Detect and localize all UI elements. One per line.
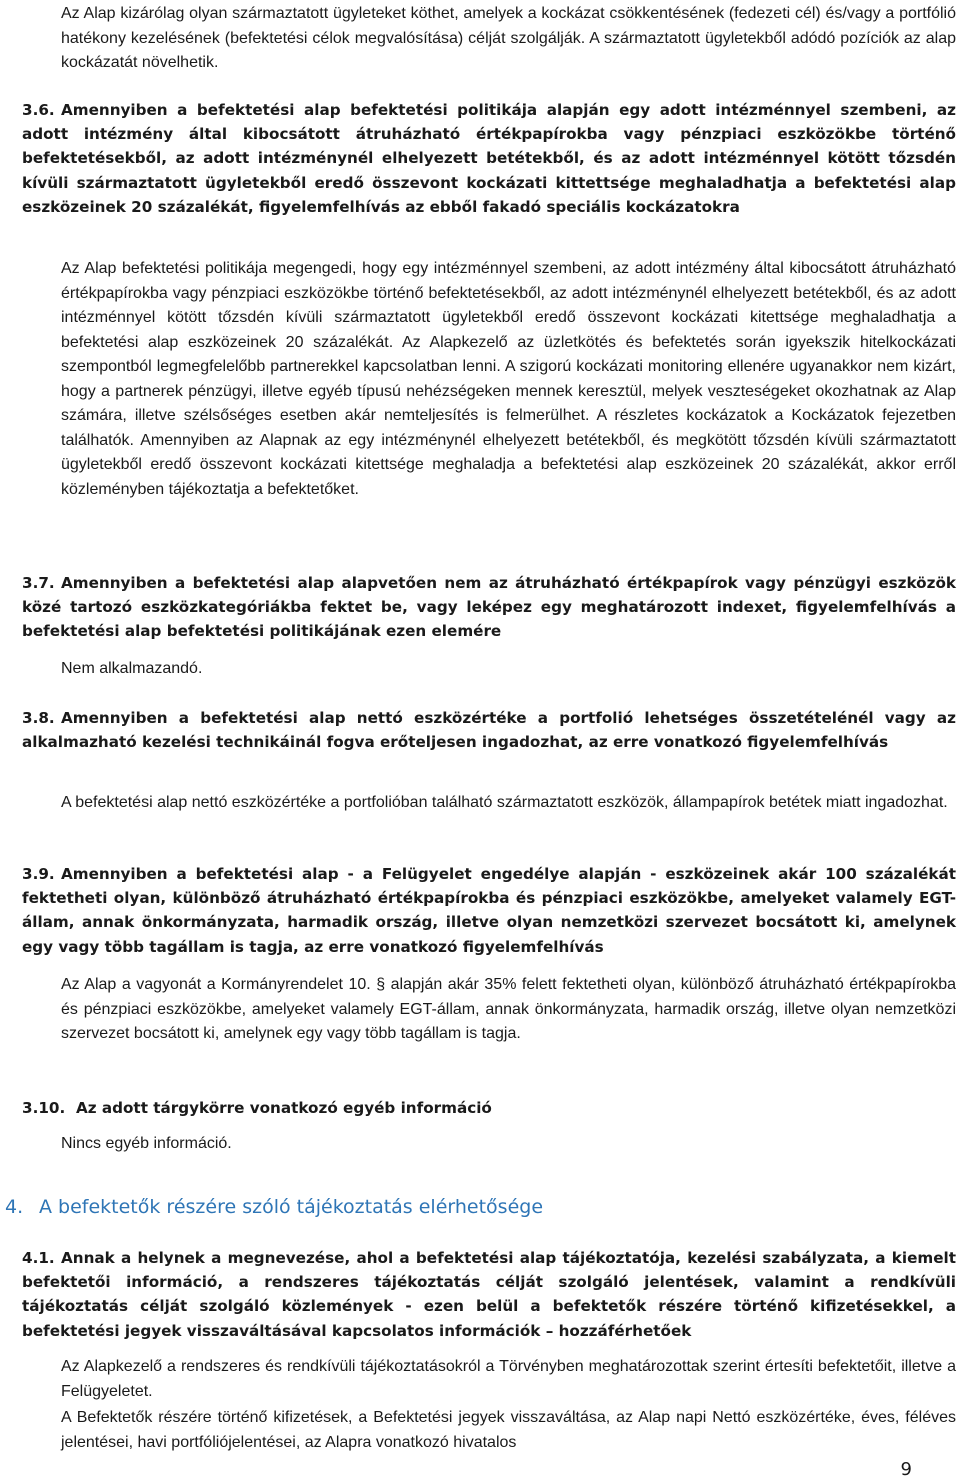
section-3-6-body: Az Alap befektetési politikája megengedi, hogy egy intézménnyel szembeni, az adott intézmény által kibocsátott átruházható értékpapírokba vagy pénzpiaci eszközökbe történő befektetésekből, az adott intézménynél elhelyezett betétekből, és az adott intézménnyel kötött tőzsdén kívüli származtatott ügyletekből eredő összevont kockázati kitettsége meghaladhatja a befektetési alap eszközeinek 20 százalékát. Az Alapkezelő az üzletkötés és befektetés során igyekszik hitelkockázati szempontból legmegfelelőbb partnerekkel kapcsolatban lenni. A szigorú kockázati monitoring ellenére ugyanakkor nem kizárt, hogy a partnerek pénzügyi, illetve egyéb típusú nehézségeken mennek keresztül, melyek veszteségeket okozhatnak az Alap számára, illetve szélsőséges esetben akár nemteljesítés is felmerülhet. A részletes kockázatok a Kockázatok fejezetben találhatók. Amennyiben az Alapnak az egy intézménynél elhelyezett betétekből, és megkötött tőzsdén kívüli származtatott ügyletekből eredő összevont kockázati kitettsége meghaladja a befektetési alap eszközeinek 20 százalékát, akkor erről közleményben tájékoztatja a befektetőket. [61,260,956,498]
section-4-1-heading [22,1246,956,1343]
section-heading-text: Amennyiben a befektetési alap - a Felügyelet engedélye alapján - eszközeinek akár 100 százalékát fektetheti olyan, különböző átruházható értékpapírokba és pénzpiaci eszközökbe, amelyeket valamely EGT-állam, annak önkormányzata, harmadik ország, illetve olyan nemzetközi szervezet bocsátott ki, amelynek egy vagy több tagállam is tagja, az erre vonatkozó figyelemfelhívás [22,865,956,956]
section-4-1-body-2: A Befektetők részére történő kifizetések, a Befektetési jegyek visszaváltása, az Alap napi Nettó eszközértéke, éves, féléves jelentései, havi portfóliójelentései, az Alapra vonatkozó hivatalos [61,1409,956,1451]
section-3-6-heading [22,98,956,219]
section-number: 3.10. [22,1099,66,1117]
section-3-8-body: A befektetési alap nettó eszközértéke a portfolióban található származtatott eszközök, állampapírok betétek miatt ingadozhat. [61,794,948,811]
section-3-9-body: Az Alap a vagyonát a Kormányrendelet 10. § alapján akár 35% felett fektetheti olyan, különböző átruházható értékpapírokba és pénzpiaci eszközökbe, amelyeket valamely EGT-állam, annak önkormányzata, harmadik ország, illetve olyan nemzetközi szervezet bocsátott ki, amelynek egy vagy több tagállam is tagja. [61,976,956,1042]
section-3-7-body: Nem alkalmazandó. [61,660,203,677]
section-number: 3.7. [22,574,55,592]
section-number: 4.1. [22,1249,55,1267]
section-4-1-body-1: Az Alapkezelő a rendszeres és rendkívüli tájékoztatásokról a Törvényben meghatározottak szerint értesíti befektetőit, illetve a Felügyeletet. [61,1358,956,1400]
section-3-10-body: Nincs egyéb információ. [61,1135,232,1152]
section-4-title [5,1194,905,1220]
section-3-8-heading [22,706,956,754]
section-number: 3.6. [22,101,55,119]
section-3-7-heading [22,571,956,644]
section-number: 3.8. [22,709,55,727]
page-number: 9 [900,1459,912,1480]
section-heading-text: Amennyiben a befektetési alap befektetési politikája alapján egy adott intézménnyel szembeni, az adott intézmény által kibocsátott átruházható értékpapírokba vagy pénzpiaci eszközökbe történő befektetésekből, az adott intézménynél elhelyezett betétekből, és az adott intézménnyel kötött tőzsdén kívüli származtatott ügyletekből eredő összevont kockázati kittettsége meghaladhatja a befektetési alap eszközeinek 20 százalékát, figyelemfelhívás az ebből fakadó speciális kockázatokra [22,101,956,216]
section-3-10-heading [22,1096,956,1120]
section-3-9-heading [22,862,956,959]
intro-paragraph: Az Alap kizárólag olyan származtatott ügyleteket köthet, amelyek a kockázat csökkentésének (fedezeti cél) és/vagy a portfólió hatékony kezelésének (befektetési célok megvalósítása) célját szolgálják. A származtatott ügyletekből adódó pozíciók az alap kockázatát növelhetik. [61,5,956,71]
section-number: 3.9. [22,865,55,883]
section-heading-text: Az adott tárgykörre vonatkozó egyéb információ [76,1099,492,1117]
section-heading-text: Amennyiben a befektetési alap alapvetően nem az átruházható értékpapírok vagy pénzügyi eszközök közé tartozó eszközkategóriákba fektet be, vagy leképez egy meghatározott indexet, figyelemfelhívás a befektetési alap befektetési politikájának ezen elemére [22,574,956,641]
section-heading-text: Amennyiben a befektetési alap nettó eszközértéke a portfolió lehetséges összetételénél vagy az alkalmazható kezelési technikáinál fogva erőteljesen ingadozhat, az erre vonatkozó figyelemfelhívás [22,709,956,752]
section-number: 4. [5,1196,24,1218]
section-heading-text: Annak a helynek a megnevezése, ahol a befektetési alap tájékoztatója, kezelési szabályzata, a kiemelt befektetői információ, a rendszeres tájékoztatás célját szolgáló jelentések, valamint a rendkívüli tájékoztatás célját szolgáló közlemények - ezen belül a befektetők részére történő kifizetésekkel, a befektetési jegyek visszaváltásával kapcsolatos információk – hozzáférhetőek [22,1249,956,1340]
section-title-text: A befektetők részére szóló tájékoztatás elérhetősége [39,1196,544,1218]
